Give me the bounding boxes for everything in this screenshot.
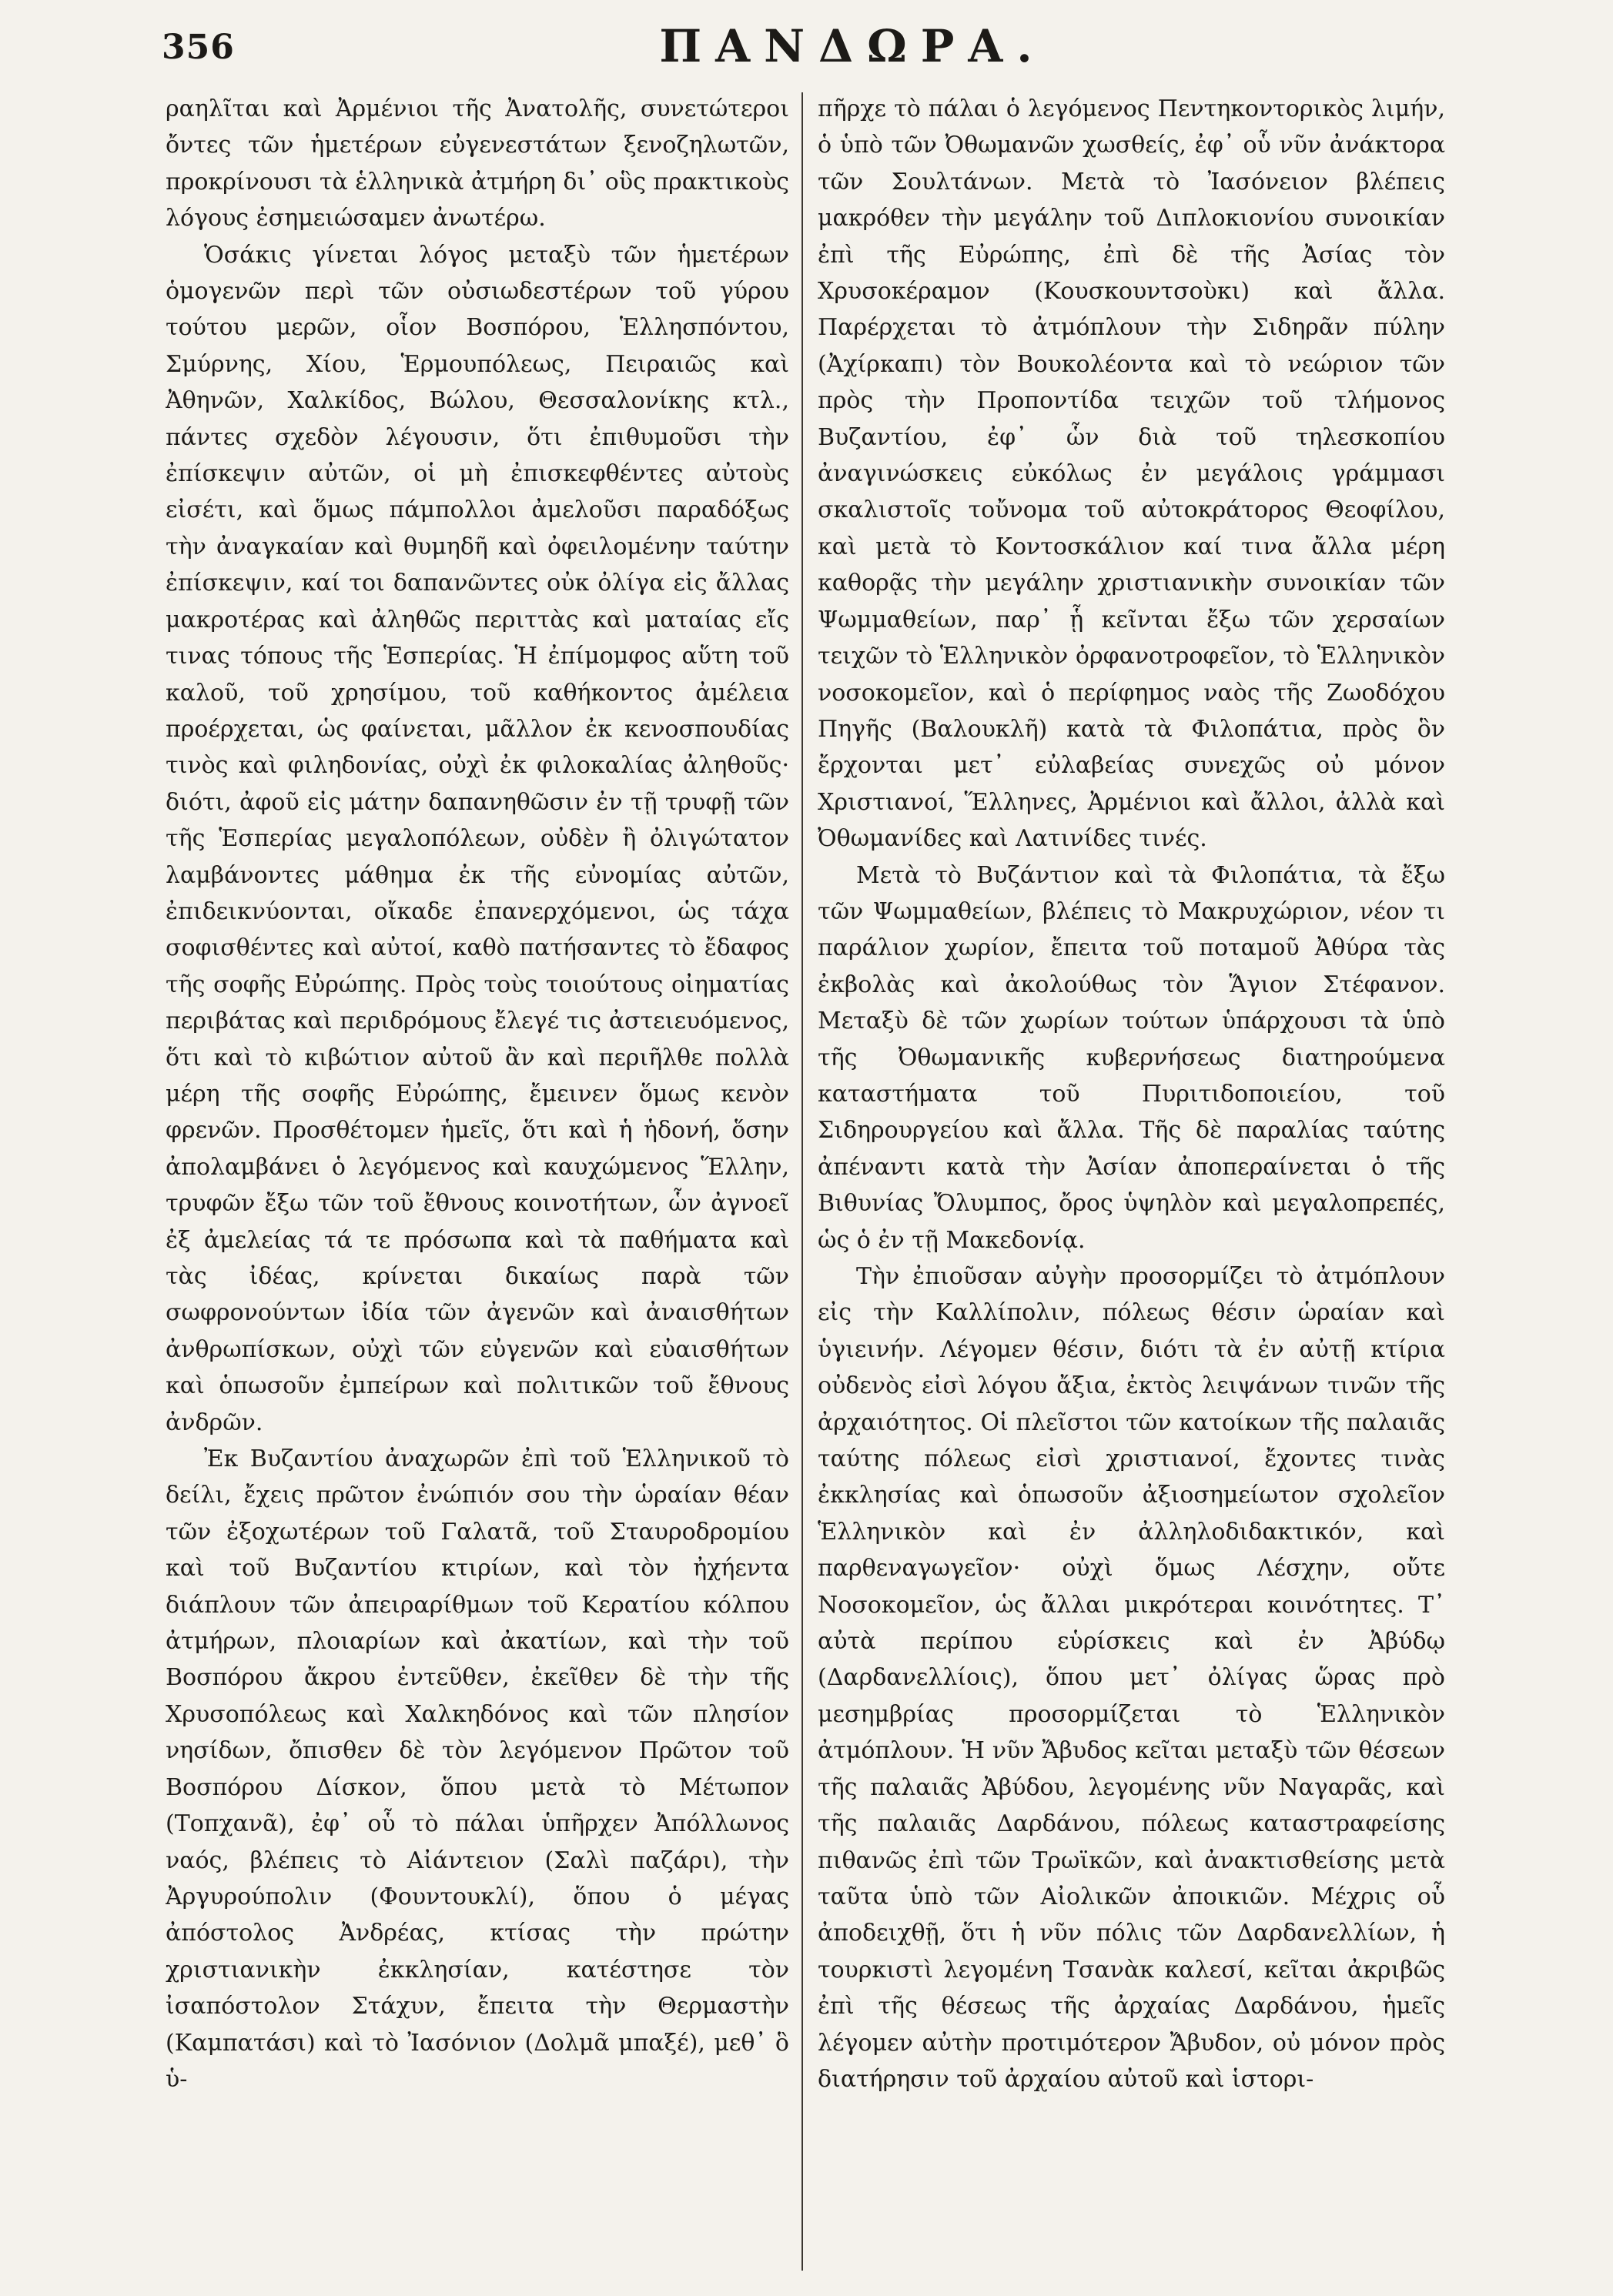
paragraph: πῆρχε τὸ πάλαι ὁ λεγόμενος Πεντηκοντορικὸς λιμήν, ὁ ὑπὸ τῶν Ὀθωμανῶν χωσθείς, ἐφ᾽ οὗ νῦν ἀνάκτορα τῶν Σουλτάνων. Μετὰ τὸ Ἰασόνειον βλέπεις μακρόθεν τὴν μεγάλην τοῦ Διπλοκιονίου συνοικίαν ἐπὶ τῆς Εὐρώπης, ἐπὶ δὲ τῆς Ἀσίας τὸν Χρυσοκέραμον (Κουσκουντσοὺκι) καὶ ἄλλα. Παρέρχεται τὸ ἀτμόπλουν τὴν Σιδηρᾶν πύλην (Ἀχίρκαπι) τὸν Βουκολέοντα καὶ τὸ νεώριον τῶν πρὸς τὴν Προποντίδα τειχῶν τοῦ τλήμονος Βυζαντίου, ἐφ᾽ ὧν διὰ τοῦ τηλεσκοπίου ἀναγινώσκεις εὐκόλως ἐν μεγάλοις γράμμασι σκαλιστοῖς τοὔνομα τοῦ αὐτοκράτορος Θεοφίλου, καὶ μετὰ τὸ Κοντοσκάλιον καί τινα ἄλλα μέρη καθορᾷς τὴν μεγάλην χριστιανικὴν συνοικίαν τῶν Ψωμμαθείων, παρ᾽ ᾗ κεῖνται ἔξω τῶν χερσαίων τειχῶν τὸ Ἑλληνικὸν ὀρφανοτροφεῖον, τὸ Ἑλληνικὸν νοσοκομεῖον, καὶ ὁ περίφημος ναὸς τῆς Ζωοδόχου Πηγῆς (Βαλουκλῆ) κατὰ τὰ Φιλοπάτια, πρὸς ὃν ἔρχονται μετ᾽ εὐλαβείας συνεχῶς οὐ μόνον Χριστιανοί, Ἕλληνες, Ἀρμένιοι καὶ ἄλλοι, ἀλλὰ καὶ Ὀθωμανίδες καὶ Λατινίδες τινές.: [818, 95, 1445, 853]
right-column: [818, 91, 1445, 2277]
column-divider: [801, 92, 803, 2271]
paragraph: Τὴν ἐπιοῦσαν αὐγὴν προσορμίζει τὸ ἀτμόπλουν εἰς τὴν Καλλίπολιν, πόλεως θέσιν ὡραίαν καὶ ὑγιεινήν. Λέγομεν θέσιν, διότι τὰ ἐν αὐτῇ κτίρια οὐδενὸς εἰσὶ λόγου ἄξια, ἐκτὸς λειψάνων τινῶν τῆς ἀρχαιότητος. Οἱ πλεῖστοι τῶν κατοίκων τῆς παλαιᾶς ταύτης πόλεως εἰσὶ χριστιανοί, ἔχοντες τινὰς ἐκκλησίας καὶ ὁπωσοῦν ἀξιοσημείωτον σχολεῖον Ἑλληνικὸν καὶ ἐν ἀλληλοδιδακτικόν, καὶ παρθεναγωγεῖον· οὐχὶ ὅμως Λέσχην, οὔτε Νοσοκομεῖον, ὡς ἄλλαι μικρότεραι κοινότητες. Τ᾽ αὐτὰ περίπου εὑρίσκεις καὶ ἐν Ἀβύδῳ (Δαρδανελλίοις), ὅπου μετ᾽ ὀλίγας ὥρας πρὸ μεσημβρίας προσορμίζεται τὸ Ἑλληνικὸν ἀτμόπλουν. Ἡ νῦν Ἄβυδος κεῖται μεταξὺ τῶν θέσεων τῆς παλαιᾶς Ἀβύδου, λεγομένης νῦν Ναγαρᾶς, καὶ τῆς παλαιᾶς Δαρδάνου, πόλεως καταστραφείσης πιθανῶς ἐπὶ τῶν Τρωϊκῶν, καὶ ἀνακτισθείσης μετὰ ταῦτα ὑπὸ τῶν Αἰολικῶν ἀποικιῶν. Μέχρις οὗ ἀποδειχθῇ, ὅτι ἡ νῦν πόλις τῶν Δαρδανελλίων, ἡ τουρκιστὶ λεγομένη Τσανὰκ καλεσί, κεῖται ἀκριβῶς ἐπὶ τῆς θέσεως τῆς ἀρχαίας Δαρδάνου, ἡμεῖς λέγομεν αὐτὴν προτιμότερον Ἄβυδον, οὐ μόνον πρὸς διατήρησιν τοῦ ἀρχαίου αὐτοῦ καὶ ἱστορι-: [818, 1263, 1445, 2093]
paragraph: Ἐκ Βυζαντίου ἀναχωρῶν ἐπὶ τοῦ Ἑλληνικοῦ τὸ δείλι, ἔχεις πρῶτον ἐνώπιόν σου τὴν ὡραίαν θέαν τῶν ἐξοχωτέρων τοῦ Γαλατᾶ, τοῦ Σταυροδρομίου καὶ τοῦ Βυζαντίου κτιρίων, καὶ τὸν ἠχήεντα διάπλουν τῶν ἀπειραρίθμων τοῦ Κερατίου κόλπου ἀτμήρων, πλοιαρίων καὶ ἀκατίων, καὶ τὴν τοῦ Βοσπόρου ἄκρου ἐντεῦθεν, ἐκεῖθεν δὲ τὴν τῆς Χρυσοπόλεως καὶ Χαλκηδόνος καὶ τῶν πλησίον νησίδων, ὄπισθεν δὲ τὸν λεγόμενον Πρῶτον τοῦ Βοσπόρου Δίσκον, ὅπου μετὰ τὸ Μέτωπον (Τοπχανᾶ), ἐφ᾽ οὗ τὸ πάλαι ὑπῆρχεν Ἀπόλλωνος ναός, βλέπεις τὸ Αἰάντειον (Σαλὶ παζάρι), τὴν Ἀργυρούπολιν (Φουντουκλί), ὅπου ὁ μέγας ἀπόστολος Ἀνδρέας, κτίσας τὴν πρώτην χριστιανικὴν ἐκκλησίαν, κατέστησε τὸν ἰσαπόστολον Στάχυν, ἔπειτα τὴν Θερμαστὴν (Καμπατάσι) καὶ τὸ Ἰασόνιον (Δολμᾶ μπαξέ), μεθ᾽ ὃ ὑ-: [166, 1445, 789, 2093]
paragraph: ραηλῖται καὶ Ἀρμένιοι τῆς Ἀνατολῆς, συνετώτεροι ὄντες τῶν ἡμετέρων εὐγενεστάτων ξενοζηλωτῶν, προκρίνουσι τὰ ἑλληνικὰ ἀτμήρη δι᾽ οὓς πρακτικοὺς λόγους ἐσημειώσαμεν ἀνωτέρω.: [166, 95, 789, 232]
paragraph: Μετὰ τὸ Βυζάντιον καὶ τὰ Φιλοπάτια, τὰ ἔξω τῶν Ψωμμαθείων, βλέπεις τὸ Μακρυχώριον, νέον τι παράλιον χωρίον, ἔπειτα τοῦ ποταμοῦ Ἀθύρα τὰς ἐκβολὰς καὶ ἀκολούθως τὸν Ἅγιον Στέφανον. Μεταξὺ δὲ τῶν χωρίων τούτων ὑπάρχουσι τὰ ὑπὸ τῆς Ὀθωμανικῆς κυβερνήσεως διατηρούμενα καταστήματα τοῦ Πυριτιδοποιείου, τοῦ Σιδηρουργείου καὶ ἄλλα. Τῆς δὲ παραλίας ταύτης ἀπέναντι κατὰ τὴν Ἀσίαν ἀποπεραίνεται ὁ τῆς Βιθυνίας Ὄλυμπος, ὄρος ὑψηλὸν καὶ μεγαλοπρεπές, ὡς ὁ ἐν τῇ Μακεδονίᾳ.: [818, 861, 1445, 1254]
left-column: [166, 91, 789, 2277]
paragraph: Ὁσάκις γίνεται λόγος μεταξὺ τῶν ἡμετέρων ὁμογενῶν περὶ τῶν οὐσιωδεστέρων τοῦ γύρου τούτου μερῶν, οἷον Βοσπόρου, Ἑλλησπόντου, Σμύρνης, Χίου, Ἑρμουπόλεως, Πειραιῶς καὶ Ἀθηνῶν, Χαλκίδος, Βώλου, Θεσσαλονίκης κτλ., πάντες σχεδὸν λέγουσιν, ὅτι ἐπιθυμοῦσι τὴν ἐπίσκεψιν αὐτῶν, οἱ μὴ ἐπισκεφθέντες αὐτοὺς εἰσέτι, καὶ ὅμως πάμπολλοι ἀμελοῦσι παραδόξως τὴν ἀναγκαίαν καὶ θυμηδῆ καὶ ὀφειλομένην ταύτην ἐπίσκεψιν, καί τοι δαπανῶντες οὐκ ὀλίγα εἰς ἄλλας μακροτέρας καὶ ἀληθῶς περιττὰς καὶ ματαίας εἴς τινας τόπους τῆς Ἑσπερίας. Ἡ ἐπίμομφος αὕτη τοῦ καλοῦ, τοῦ χρησίμου, τοῦ καθήκοντος ἀμέλεια προέρχεται, ὡς φαίνεται, μᾶλλον ἐκ κενοσπουδίας τινὸς καὶ φιληδονίας, οὐχὶ ἐκ φιλοκαλίας ἀληθοῦς· διότι, ἀφοῦ εἰς μάτην δαπανηθῶσιν ἐν τῇ τρυφῇ τῶν τῆς Ἑσπερίας μεγαλοπόλεων, οὐδὲν ἢ ὀλιγώτατον λαμβάνοντες μάθημα ἐκ τῆς εὐνομίας αὐτῶν, ἐπιδεικνύονται, οἴκαδε ἐπανερχόμενοι, ὡς τάχα σοφισθέντες καὶ αὐτοί, καθὸ πατήσαντες τὸ ἔδαφος τῆς σοφῆς Εὐρώπης. Πρὸς τοὺς τοιούτους οἰηματίας περιβάτας καὶ περιδρόμους ἔλεγέ τις ἀστειευόμενος, ὅτι καὶ τὸ κιβώτιον αὐτοῦ ἂν καὶ περιῆλθε πολλὰ μέρη τῆς σοφῆς Εὐρώπης, ἔμεινεν ὅμως κενὸν φρενῶν. Προσθέτομεν ἡμεῖς, ὅτι καὶ ἡ ἡδονή, ὅσην ἀπολαμβάνει ὁ λεγόμενος καὶ καυχώμενος Ἕλλην, τρυφῶν ἔξω τῶν τοῦ ἔθνους κοινοτήτων, ὧν ἀγνοεῖ ἐξ ἀμελείας τά τε πρόσωπα καὶ τὰ παθήματα καὶ τὰς ἰδέας, κρίνεται δικαίως παρὰ τῶν σωφρονούντων ἰδία τῶν ἀγενῶν καὶ ἀναισθήτων ἀνθρωπίσκων, οὐχὶ τῶν εὐγενῶν καὶ εὐαισθήτων καὶ ὁπωσοῦν ἐμπείρων καὶ πολιτικῶν τοῦ ἔθνους ἀνδρῶν.: [166, 241, 789, 1436]
page-number: 356: [162, 28, 235, 67]
page-title: ΠΑΝΔΩΡΑ.: [659, 20, 1046, 72]
